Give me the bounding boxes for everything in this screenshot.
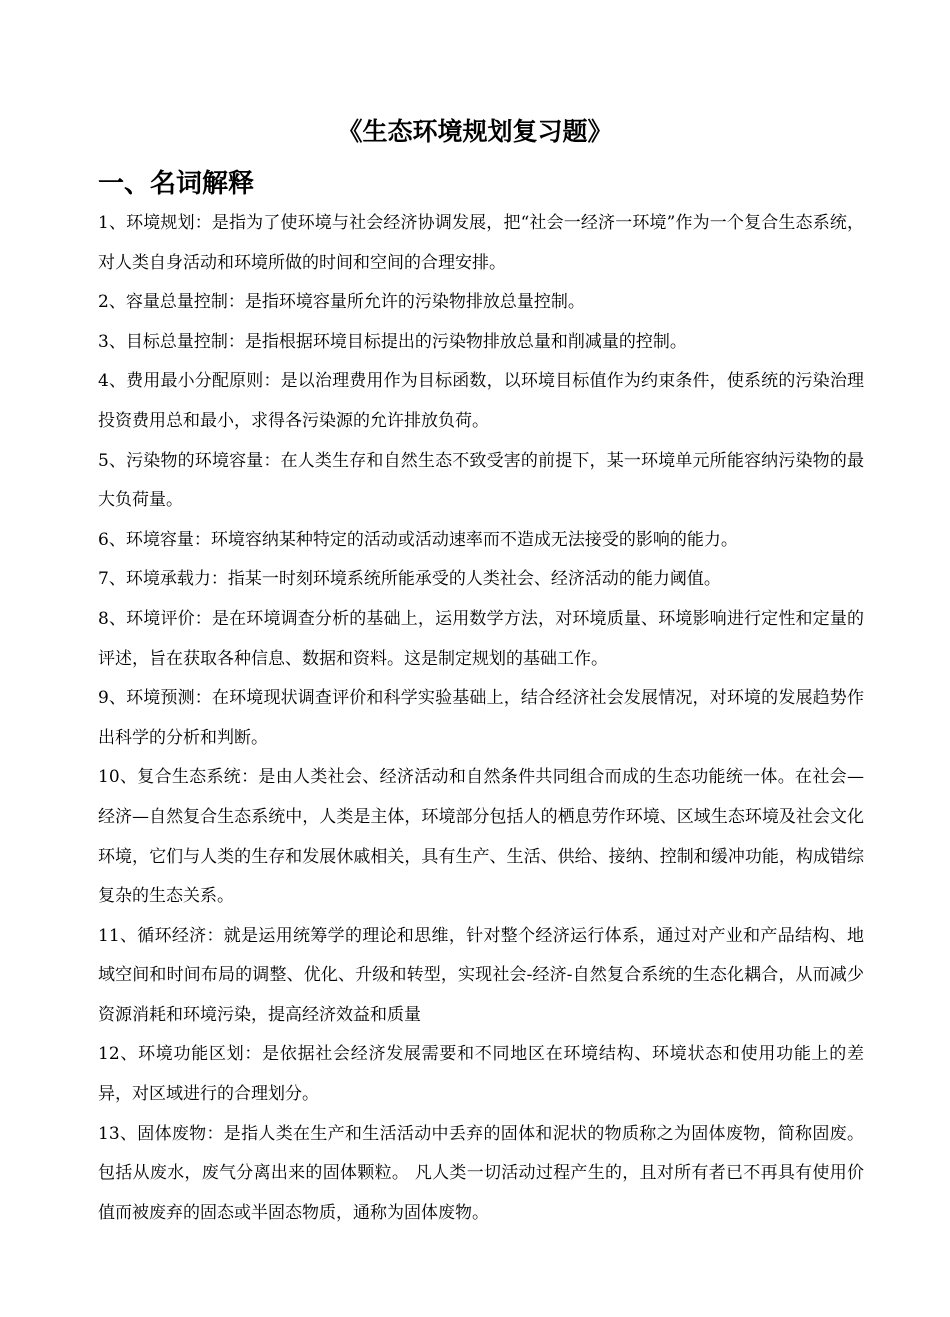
definition-item: 8、环境评价：是在环境调查分析的基础上，运用数学方法，对环境质量、环境影响进行定性和定量的评述，旨在获取各种信息、数据和资料。这是制定规划的基础工作。 [98,608,864,669]
definition-item: 9、环境预测：在环境现状调查评价和科学实验基础上，结合经济社会发展情况，对环境的发展趋势作出科学的分析和判断。 [98,688,864,748]
definition-item: 6、环境容量：环境容纳某种特定的活动或活动速率而不造成无法接受的影响的能力。 [98,529,738,550]
definition-item: 11、循环经济：就是运用统筹学的理论和思维，针对整个经济运行体系，通过对产业和产品结构、地域空间和时间布局的调整、优化、升级和转型，实现社会-经济-自然复合系统的生态化耦合，从而减少资源消耗和环境污染，提高经济效益和质量 [98,925,864,1025]
definition-item: 7、环境承载力：指某一时刻环境系统所能承受的人类社会、经济活动的能力阈值。 [98,569,721,590]
definition-item: 1、环境规划：是指为了使环境与社会经济协调发展，把“社会一经济一环境”作为一个复合生态系统，对人类自身活动和环境所做的时间和空间的合理安排。 [98,213,864,273]
definition-item: 4、费用最小分配原则：是以治理费用作为目标函数，以环境目标值作为约束条件，使系统的污染治理投资费用总和最小，求得各污染源的允许排放负荷。 [98,371,864,431]
document-title: 《生态环境规划复习题》 [337,117,613,146]
definition-item: 2、容量总量控制：是指环境容量所允许的污染物排放总量控制。 [98,292,585,313]
definition-item: 5、污染物的环境容量：在人类生存和自然生态不致受害的前提下，某一环境单元所能容纳污染物的最大负荷量。 [98,450,864,511]
definition-item: 12、环境功能区划：是依据社会经济发展需要和不同地区在环境结构、环境状态和使用功能上的差异，对区域进行的合理划分。 [98,1044,864,1105]
definition-item: 3、目标总量控制：是指根据环境目标提出的污染物排放总量和削减量的控制。 [98,331,687,352]
definition-item: 10、复合生态系统：是由人类社会、经济活动和自然条件共同组合而成的生态功能统一体。在社会—经济—自然复合生态系统中，人类是主体，环境部分包括人的栖息劳作环境、区域生态环境及社会文化环境，它们与人类的生存和发展休戚相关，具有生产、生活、供给、接纳、控制和缓冲功能，构成错综复杂的生态关系。 [98,767,864,907]
definition-item: 13、固体废物：是指人类在生产和生活活动中丢弃的固体和泥状的物质称之为固体废物，简称固废。 包括从废水，废气分离出来的固体颗粒。 凡人类一切活动过程产生的，且对所有者已不再具有使用价值而被废弃的固态或半固态物质，通称为固体废物。 [98,1123,864,1223]
section-heading: 一、名词解释 [98,169,255,199]
definitions-list [98,204,864,1233]
